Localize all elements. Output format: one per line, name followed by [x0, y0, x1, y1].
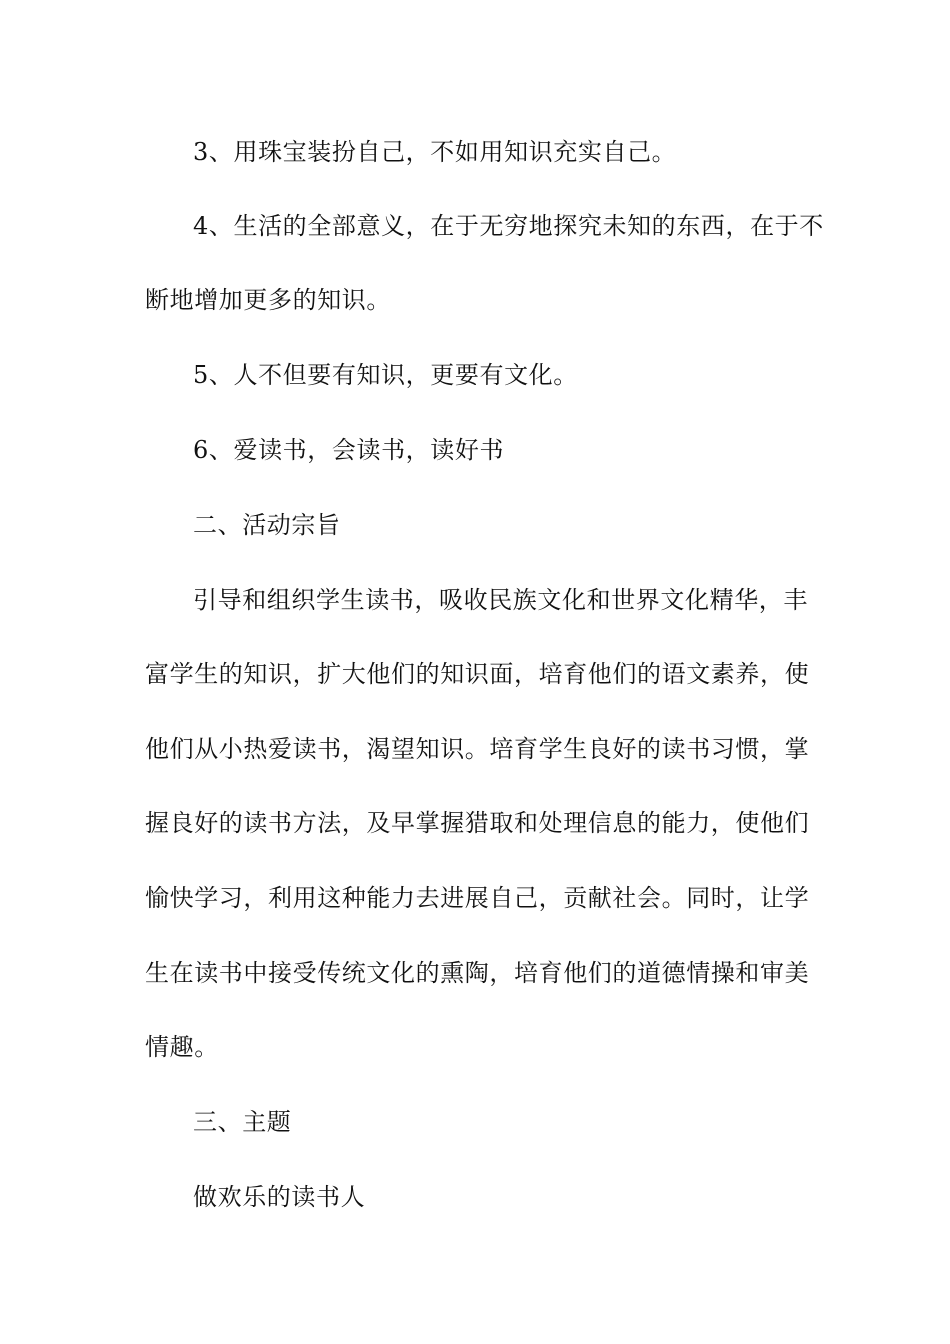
list-item-4-line-1: 4、生活的全部意义，在于无穷地探究未知的东西，在于不	[193, 212, 824, 240]
theme-paragraph: 做欢乐的读书人	[193, 1183, 366, 1211]
purpose-paragraph-line-7: 情趣。	[145, 1033, 219, 1061]
section-heading-purpose: 二、活动宗旨	[193, 511, 341, 539]
purpose-paragraph-line-5: 愉快学习，利用这种能力去进展自己，贡献社会。同时，让学	[145, 884, 810, 912]
list-item-4-line-2: 断地增加更多的知识。	[145, 286, 391, 314]
purpose-paragraph-line-4: 握良好的读书方法，及早掌握猎取和处理信息的能力，使他们	[145, 809, 810, 837]
list-item-5: 5、人不但要有知识，更要有文化。	[193, 361, 578, 389]
list-item-6: 6、爱读书，会读书，读好书	[193, 436, 505, 464]
purpose-paragraph-line-1: 引导和组织学生读书，吸收民族文化和世界文化精华，丰	[193, 586, 808, 614]
purpose-paragraph-line-2: 富学生的知识，扩大他们的知识面，培育他们的语文素养，使	[145, 660, 810, 688]
list-item-3: 3、用珠宝装扮自己，不如用知识充实自己。	[193, 138, 677, 166]
purpose-paragraph-line-6: 生在读书中接受传统文化的熏陶，培育他们的道德情操和审美	[145, 959, 810, 987]
section-heading-theme: 三、主题	[193, 1108, 292, 1136]
purpose-paragraph-line-3: 他们从小热爱读书，渴望知识。培育学生良好的读书习惯，掌	[145, 735, 810, 763]
